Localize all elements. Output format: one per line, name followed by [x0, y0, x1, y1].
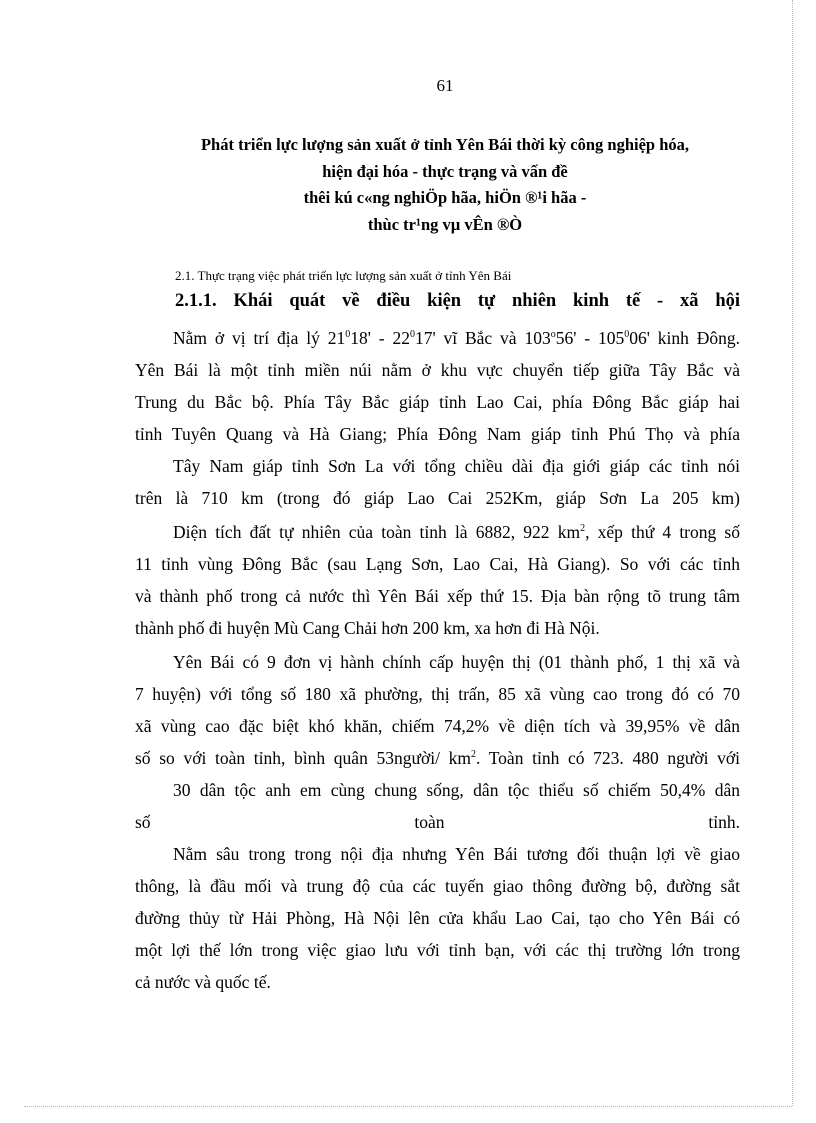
page-border-bottom — [24, 1106, 792, 1107]
paragraph-line: 11 tỉnh vùng Đông Bắc (sau Lạng Sơn, Lao Cai, Hà Giang). So với các tỉnh — [135, 554, 740, 574]
paragraph-line: số toàn tỉnh. — [135, 812, 740, 832]
paragraph-line: tỉnh Tuyên Quang và Hà Giang; Phía Đông Nam giáp tỉnh Phú Thọ và phía — [135, 424, 740, 444]
paragraph-line: 7 huyện) với tổng số 180 xã phường, thị trấn, 85 xã vùng cao trong đó có 70 — [135, 684, 740, 704]
paragraph-line: Diện tích đất tự nhiên của toàn tỉnh là 6882, 922 $km^2$, xếp thứ 4 trong số — [173, 522, 740, 542]
paragraph-line: một lợi thế lớn trong việc giao lưu với tỉnh bạn, với các thị trường lớn trong — [135, 940, 740, 960]
title-line-1: Phát triển lực lượng sản xuất ở tỉnh Yên Bái thời kỳ công nghiệp hóa, — [200, 135, 690, 154]
document-title — [0, 132, 816, 238]
paragraph-line: Yên Bái có 9 đơn vị hành chính cấp huyện thị (01 thành phố, 1 thị xã và — [173, 652, 740, 672]
page-border-right — [792, 0, 793, 1106]
paragraph-transport — [135, 838, 740, 998]
page-number: 61 — [436, 76, 454, 95]
paragraph-line: số so với toàn tỉnh, bình quân 53người/ $km^2$. Toàn tỉnh có 723. 480 người với — [135, 748, 740, 768]
paragraph-line: thông, là đầu mối và trung độ của các tuyến giao thông đường bộ, đường sắt — [135, 876, 740, 896]
paragraph-line: thành phố đi huyện Mù Cang Chải hơn 200 km, xa hơn đi Hà Nội. — [135, 618, 600, 638]
paragraph-line: Nằm sâu trong trong nội địa nhưng Yên Bái tương đối thuận lợi về giao — [173, 844, 740, 864]
paragraph-line: Trung du Bắc bộ. Phía Tây Bắc giáp tỉnh Lao Cai, phía Đông Bắc giáp hai — [135, 392, 740, 412]
title-line-2: hiện đại hóa - thực trạng và vấn đề — [322, 161, 568, 181]
paragraph-line: 30 dân tộc anh em cùng chung sống, dân tộc thiểu số chiếm 50,4% dân — [173, 780, 740, 800]
paragraph-line: xã vùng cao đặc biệt khó khăn, chiếm 74,2% về diện tích và 39,95% về dân — [135, 716, 740, 736]
paragraph-location — [135, 322, 740, 514]
paragraph-area — [135, 516, 740, 644]
paragraph-line: và thành phố trong cả nước thì Yên Bái xếp thứ 15. Địa bàn rộng tõ trung tâm — [135, 586, 740, 606]
paragraph-line: đường thủy từ Hải Phòng, Hà Nội lên cửa khẩu Lao Cai, tạo cho Yên Bái có — [135, 908, 740, 928]
paragraph-administration — [135, 646, 740, 838]
title-line-4: thùc tr¹ng vµ vÊn ®Ò — [367, 214, 523, 234]
paragraph-line: Nằm ở vị trí địa lý $21^018' - 22^017'$ vĩ Bắc và $103^o56' - 105^006'$ kinh Đông. — [173, 328, 741, 348]
paragraph-line: cả nước và quốc tế. — [135, 972, 271, 992]
paragraph-line: Tây Nam giáp tỉnh Sơn La với tổng chiều dài địa giới giáp các tỉnh nói — [173, 456, 740, 476]
subsection-heading: 2.1.1. Khái quát về điều kiện tự nhiên kinh tế - xã hội — [175, 291, 740, 311]
paragraph-line: Yên Bái là một tỉnh miền núi nằm ở khu vực chuyển tiếp giữa Tây Bắc và — [135, 360, 740, 380]
paragraph-line: trên là 710 km (trong đó giáp Lao Cai 252Km, giáp Sơn La 205 km) — [135, 488, 740, 508]
title-line-3: thêi kú c«ng nghiÖp hãa, hiÖn ®¹i hãa - — [303, 188, 587, 207]
section-heading: 2.1. Thực trạng việc phát triển lực lượng sản xuất ở tỉnh Yên Bái — [175, 268, 512, 283]
